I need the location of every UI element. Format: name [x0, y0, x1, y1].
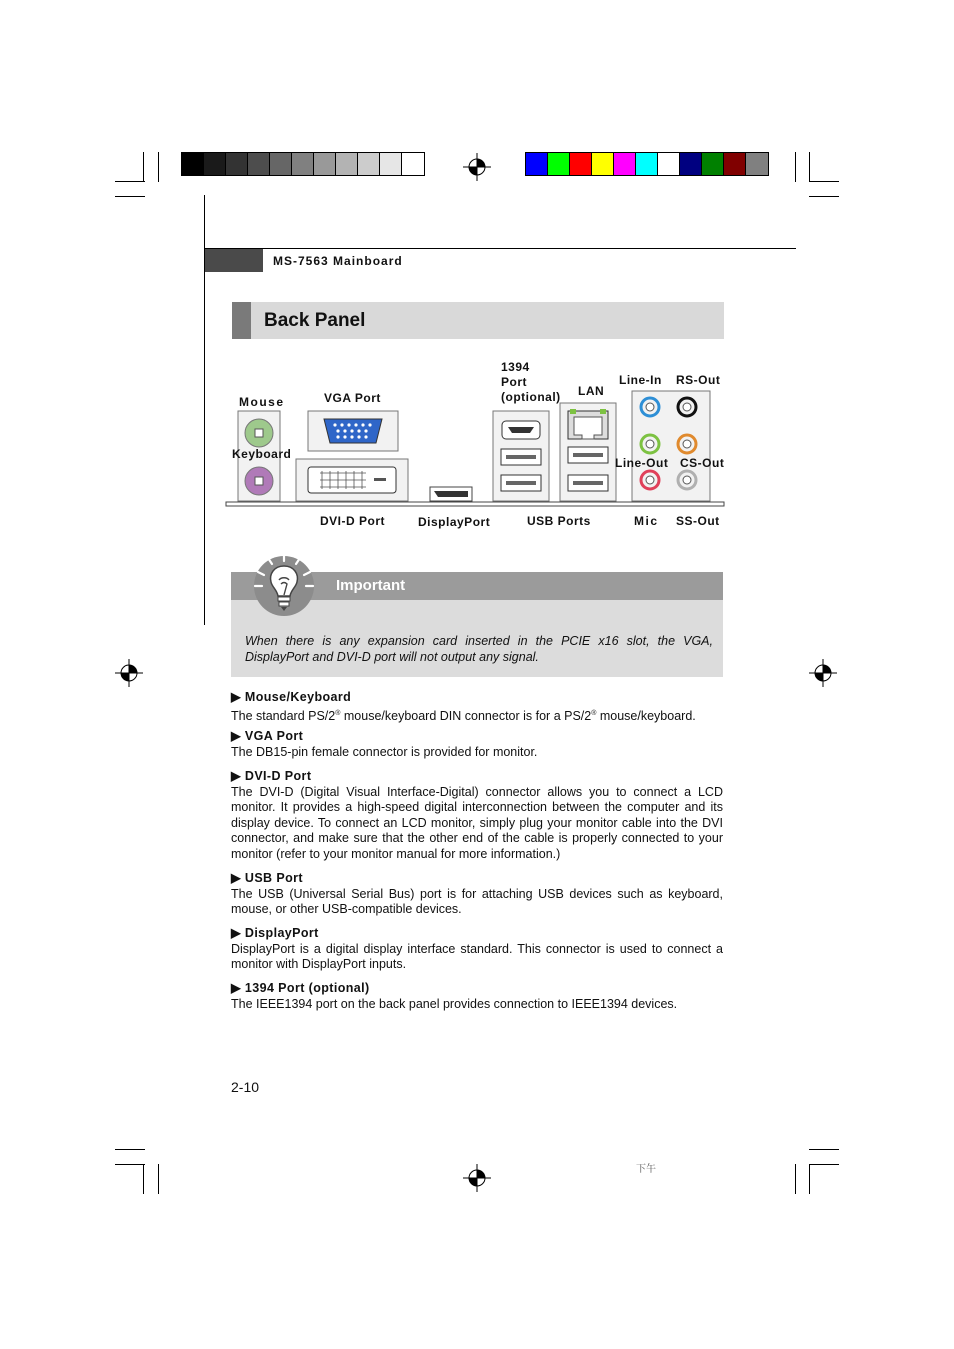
- color-swatch: [182, 153, 204, 175]
- registration-mark-icon: [463, 153, 491, 181]
- item-mouse-keyboard: [231, 690, 723, 724]
- back-panel-diagram: [220, 385, 730, 510]
- lightbulb-icon: [248, 550, 318, 620]
- item-body: The IEEE1394 port on the back panel provides connection to IEEE1394 devices.: [231, 996, 678, 1011]
- item-body: DisplayPort is a digital display interface standard. This connector is used to connect a monitor with DisplayPort inputs.: [231, 941, 723, 971]
- crop-mark: [158, 152, 159, 182]
- color-swatch: [526, 153, 548, 175]
- label-1394-line2: Port: [501, 375, 527, 389]
- item-body: The DVI-D (Digital Visual Interface-Digital) connector allows you to connect a LCD monitor. It provides a high-speed digital interconnection between the computer and its display device. To connect an LCD monitor, simply plug your monitor cable into the DVI connector, and make sure that the other end of the cable is properly connected to your monitor (refer to your monitor manual for more information.): [231, 784, 723, 861]
- section-title-bar: [232, 302, 724, 339]
- color-swatch: [204, 153, 226, 175]
- color-calibration-bar: [525, 152, 769, 176]
- item-usb-port: [231, 871, 723, 918]
- item-body: The USB (Universal Serial Bus) port is for attaching USB devices such as keyboard, mouse, or other USB-compatible devices.: [231, 886, 723, 916]
- item-heading: ▶ Mouse/Keyboard: [231, 690, 352, 704]
- color-swatch: [592, 153, 614, 175]
- color-swatch: [570, 153, 592, 175]
- item-body: The standard PS/2® mouse/keyboard DIN connector is for a PS/2® mouse/keyboard.: [231, 708, 696, 723]
- color-swatch: [270, 153, 292, 175]
- item-dvi-d-port: [231, 769, 723, 862]
- item-vga-port: [231, 729, 723, 760]
- color-swatch: [292, 153, 314, 175]
- page-number: 2-10: [231, 1079, 260, 1095]
- label-line-out: Line-Out: [615, 456, 669, 470]
- item-body: The DB15-pin female connector is provided for monitor.: [231, 744, 538, 759]
- section-title: Back Panel: [264, 310, 366, 331]
- registration-mark-icon: [809, 659, 837, 687]
- crop-mark: [115, 1164, 145, 1165]
- label-1394-line3: (optional): [501, 390, 561, 404]
- crop-mark: [115, 181, 145, 182]
- crop-mark: [809, 196, 839, 197]
- color-swatch: [226, 153, 248, 175]
- crop-mark: [809, 152, 810, 182]
- item-heading: ▶ VGA Port: [231, 729, 304, 743]
- label-lan: LAN: [578, 384, 605, 398]
- header-title: MS-7563 Mainboard: [273, 254, 403, 268]
- color-swatch: [746, 153, 768, 175]
- crop-mark: [809, 1164, 839, 1165]
- color-swatch: [358, 153, 380, 175]
- label-rs-out: RS-Out: [676, 373, 721, 387]
- important-text: When there is any expansion card inserted in the PCIE x16 slot, the VGA, DisplayPort and DVI-D port will not output any signal.: [245, 634, 713, 664]
- color-swatch: [680, 153, 702, 175]
- color-swatch: [548, 153, 570, 175]
- print-mark: 下午: [636, 1164, 656, 1175]
- crop-mark: [809, 181, 839, 182]
- color-swatch: [658, 153, 680, 175]
- color-swatch: [336, 153, 358, 175]
- label-ss-out: SS-Out: [676, 514, 720, 528]
- label-vga: VGA Port: [324, 391, 381, 405]
- crop-mark: [795, 1164, 796, 1194]
- crop-mark: [795, 152, 796, 182]
- crop-mark: [809, 1164, 810, 1194]
- header-tab: [205, 249, 263, 272]
- crop-mark: [143, 1164, 144, 1194]
- panel-baseline: [226, 502, 724, 506]
- item-1394-port: [231, 981, 723, 1012]
- color-swatch: [702, 153, 724, 175]
- crop-mark: [809, 1149, 839, 1150]
- color-swatch: [248, 153, 270, 175]
- color-swatch: [724, 153, 746, 175]
- item-heading: ▶ DisplayPort: [231, 926, 319, 940]
- registration-mark-icon: [463, 1164, 491, 1192]
- color-swatch: [402, 153, 424, 175]
- header-rule: [204, 248, 796, 249]
- crop-mark: [115, 1149, 145, 1150]
- section-title-marker: [232, 302, 251, 339]
- gray-calibration-bar: [181, 152, 425, 176]
- label-mouse: Mouse: [239, 395, 285, 409]
- color-swatch: [380, 153, 402, 175]
- item-heading: ▶ USB Port: [231, 871, 303, 885]
- item-displayport: [231, 926, 723, 973]
- label-1394-line1: 1394: [501, 360, 530, 374]
- item-heading: ▶ 1394 Port (optional): [231, 981, 370, 995]
- label-mic: Mic: [634, 514, 659, 528]
- label-displayport: DisplayPort: [418, 515, 491, 529]
- color-swatch: [314, 153, 336, 175]
- label-line-in: Line-In: [619, 373, 662, 387]
- crop-mark: [158, 1164, 159, 1194]
- color-swatch: [636, 153, 658, 175]
- crop-mark: [143, 152, 144, 182]
- color-swatch: [614, 153, 636, 175]
- registration-mark-icon: [115, 659, 143, 687]
- important-title: Important: [336, 577, 406, 594]
- label-usb: USB Ports: [527, 514, 591, 528]
- label-dvi: DVI-D Port: [320, 514, 385, 528]
- item-heading: ▶ DVI-D Port: [231, 769, 312, 783]
- crop-mark: [115, 196, 145, 197]
- label-cs-out: CS-Out: [680, 456, 725, 470]
- label-keyboard: Keyboard: [232, 447, 292, 461]
